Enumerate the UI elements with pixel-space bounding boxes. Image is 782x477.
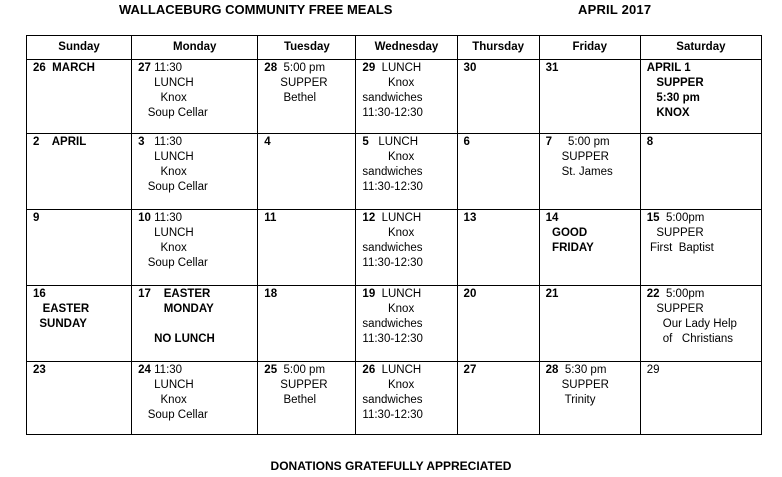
day-entry-line — [362, 76, 456, 91]
day-entry-text: 5:30 pm — [646, 92, 700, 104]
day-entry-detail: LUNCH — [375, 288, 422, 300]
calendar-day-cell — [27, 362, 132, 435]
calendar-day-cell — [539, 134, 640, 210]
day-entry-detail: 5:00pm — [659, 212, 705, 224]
day-entry-text: of Christians — [646, 333, 734, 345]
day-entry-text: 14 — [545, 212, 559, 224]
day-entry-text: Soup Cellar — [138, 181, 208, 193]
day-entry-line — [138, 408, 257, 423]
calendar-day-cell — [457, 210, 539, 286]
day-entry-text: 7 — [545, 136, 553, 148]
day-entry-line — [33, 302, 131, 317]
calendar-day-cell — [132, 210, 258, 286]
day-entry-line — [362, 241, 456, 256]
day-entry-line — [647, 332, 761, 347]
day-entry-line — [464, 135, 539, 150]
day-entry-text: Knox — [138, 166, 187, 178]
day-entry-line — [647, 287, 761, 302]
day-entry-line — [138, 165, 257, 180]
day-entry-line — [264, 135, 355, 150]
day-entry-detail: LUNCH — [375, 62, 422, 74]
day-entry-line — [647, 211, 761, 226]
weekday-header-row — [27, 36, 762, 60]
calendar-day-cell — [539, 210, 640, 286]
day-entry-line — [546, 135, 640, 150]
day-entry-line — [138, 378, 257, 393]
weekday-header: Wednesday — [356, 36, 457, 60]
calendar-day-cell — [539, 60, 640, 134]
day-entry-text: SUPPER — [264, 77, 328, 89]
day-entry-text: 27 — [138, 62, 151, 74]
day-entry-text: NO LUNCH — [138, 333, 215, 345]
calendar-week-row — [27, 210, 762, 286]
day-entry-text: 23 — [33, 364, 46, 376]
day-entry-text: Soup Cellar — [138, 107, 208, 119]
day-entry-text: Knox — [138, 242, 187, 254]
calendar-week-row — [27, 60, 762, 134]
day-entry-line — [546, 378, 640, 393]
day-entry-line — [33, 61, 131, 76]
calendar-day-cell — [132, 134, 258, 210]
calendar-day-cell — [258, 362, 356, 435]
calendar-day-cell — [457, 134, 539, 210]
day-entry-line — [138, 135, 257, 150]
calendar-day-cell — [640, 362, 761, 435]
day-entry-line — [138, 287, 257, 302]
weekday-header: Tuesday — [258, 36, 356, 60]
day-entry-line — [647, 76, 761, 91]
day-entry-line — [362, 91, 456, 106]
day-entry-line — [138, 256, 257, 271]
day-entry-line — [362, 332, 456, 347]
day-entry-line — [33, 363, 131, 378]
day-entry-text: 17 EASTER — [138, 288, 211, 300]
day-entry-text: Knox — [362, 379, 415, 391]
day-entry-line — [138, 302, 257, 317]
day-entry-line — [546, 287, 640, 302]
calendar-day-cell — [356, 210, 457, 286]
day-entry-text: LUNCH — [138, 77, 194, 89]
day-entry-text: 20 — [463, 288, 477, 300]
day-entry-detail: 5:00pm — [659, 288, 705, 300]
day-entry-line — [362, 393, 456, 408]
day-entry-text: Soup Cellar — [138, 257, 208, 269]
day-entry-line — [362, 226, 456, 241]
calendar-day-cell — [356, 362, 457, 435]
day-entry-line — [33, 317, 131, 332]
day-entry-text: 4 — [264, 136, 271, 148]
day-entry-text: sandwiches — [362, 318, 423, 330]
calendar-day-cell — [27, 286, 132, 362]
day-entry-text: 25 — [264, 364, 278, 376]
day-entry-line — [138, 211, 257, 226]
day-entry-text: sandwiches — [362, 394, 423, 406]
day-entry-text: 10 — [138, 212, 151, 224]
day-entry-line — [647, 363, 761, 378]
weekday-header: Monday — [132, 36, 258, 60]
day-entry-text: Knox — [138, 92, 187, 104]
day-entry-line — [33, 135, 131, 150]
day-entry-text: 28 — [264, 62, 278, 74]
day-entry-line — [464, 363, 539, 378]
day-entry-line — [362, 180, 456, 195]
calendar-day-cell — [356, 60, 457, 134]
day-entry-text: 19 — [362, 288, 376, 300]
day-entry-line — [33, 287, 131, 302]
day-entry-line — [464, 287, 539, 302]
day-entry-text: FRIDAY — [545, 242, 594, 254]
day-entry-line — [647, 317, 761, 332]
day-entry-text: LUNCH — [138, 227, 194, 239]
day-entry-line — [138, 226, 257, 241]
day-entry-detail: 11:30 — [150, 62, 183, 74]
day-entry-detail: 5:00 pm — [552, 136, 610, 148]
day-entry-detail: 5:30 pm — [558, 364, 607, 376]
calendar-day-cell — [640, 134, 761, 210]
day-entry-text: 11 — [264, 212, 277, 224]
calendar-day-cell — [457, 286, 539, 362]
day-entry-text: 29 — [362, 62, 376, 74]
calendar-day-cell — [356, 134, 457, 210]
day-entry-line — [362, 363, 456, 378]
day-entry-text: 8 — [646, 136, 654, 148]
day-entry-line — [138, 150, 257, 165]
day-entry-text: Knox — [362, 303, 415, 315]
day-entry-text: Bethel — [264, 394, 317, 406]
day-entry-line — [362, 287, 456, 302]
day-entry-text: 9 — [33, 212, 40, 224]
calendar-day-cell — [132, 286, 258, 362]
calendar-day-cell — [27, 210, 132, 286]
day-entry-text: 11:30-12:30 — [362, 333, 423, 345]
day-entry-text: Our Lady Help — [646, 318, 737, 330]
day-entry-line — [546, 165, 640, 180]
day-entry-text: MONDAY — [138, 303, 214, 315]
day-entry-line — [264, 91, 355, 106]
day-entry-line — [362, 378, 456, 393]
day-entry-line — [546, 393, 640, 408]
day-entry-line — [647, 241, 761, 256]
day-entry-line — [138, 363, 257, 378]
day-entry-line — [264, 393, 355, 408]
day-entry-text: Trinity — [545, 394, 596, 406]
day-entry-text: Knox — [138, 394, 187, 406]
day-entry-line — [138, 91, 257, 106]
day-entry-line — [647, 135, 761, 150]
day-entry-text: 2 APRIL — [33, 136, 87, 148]
day-entry-detail: 11:30 — [150, 212, 183, 224]
day-entry-text: 22 — [646, 288, 660, 300]
day-entry-text: 31 — [545, 62, 559, 74]
day-entry-line — [264, 211, 355, 226]
day-entry-detail: 5:00 pm — [277, 62, 326, 74]
day-entry-line — [546, 211, 640, 226]
day-entry-line — [138, 76, 257, 91]
day-entry-text: Knox — [362, 151, 415, 163]
day-entry-text: 24 — [138, 364, 151, 376]
calendar-day-cell — [457, 60, 539, 134]
calendar-day-cell — [132, 362, 258, 435]
day-entry-line — [546, 226, 640, 241]
day-entry-detail: LUNCH — [375, 212, 422, 224]
day-entry-detail: LUNCH — [368, 136, 419, 148]
day-entry-detail: 11:30 — [144, 136, 183, 148]
day-entry-text: 26 — [362, 364, 376, 376]
day-entry-text: SUPPER — [646, 227, 704, 239]
day-entry-text: sandwiches — [362, 242, 423, 254]
day-entry-line — [138, 180, 257, 195]
day-entry-text: 21 — [545, 288, 559, 300]
day-entry-text: Knox — [362, 77, 415, 89]
day-entry-text: SUPPER — [264, 379, 328, 391]
day-entry-line — [264, 76, 355, 91]
calendar-day-cell — [356, 286, 457, 362]
day-entry-text: 28 — [545, 364, 559, 376]
day-entry-line — [264, 378, 355, 393]
day-entry-text: Bethel — [264, 92, 317, 104]
day-entry-text: SUPPER — [646, 303, 704, 315]
day-entry-line — [647, 302, 761, 317]
day-entry-line — [362, 106, 456, 121]
weekday-header: Thursday — [457, 36, 539, 60]
day-entry-text: 11:30-12:30 — [362, 257, 423, 269]
day-entry-text: SUNDAY — [33, 318, 87, 330]
day-entry-line — [138, 317, 257, 332]
day-entry-text: 12 — [362, 212, 376, 224]
day-entry-line — [647, 106, 761, 121]
day-entry-text: 15 — [646, 212, 660, 224]
day-entry-line — [362, 150, 456, 165]
day-entry-line — [264, 61, 355, 76]
day-entry-line — [138, 241, 257, 256]
calendar-title: WALLACEBURG COMMUNITY FREE MEALS — [119, 2, 393, 17]
day-entry-text: SUPPER — [545, 151, 609, 163]
calendar-day-cell — [258, 134, 356, 210]
calendar-day-cell — [27, 60, 132, 134]
calendar-day-cell — [640, 286, 761, 362]
day-entry-text: 11:30-12:30 — [362, 409, 423, 421]
day-entry-line — [362, 317, 456, 332]
day-entry-line — [264, 363, 355, 378]
day-entry-line — [647, 226, 761, 241]
day-entry-line — [264, 287, 355, 302]
weekday-header: Sunday — [27, 36, 132, 60]
calendar-week-row — [27, 286, 762, 362]
day-entry-line — [647, 91, 761, 106]
calendar-body — [27, 60, 762, 435]
day-entry-text: KNOX — [646, 107, 690, 119]
day-entry-line — [546, 241, 640, 256]
day-entry-line — [546, 150, 640, 165]
day-entry-detail: 11:30 — [150, 364, 183, 376]
day-entry-text: GOOD — [545, 227, 588, 239]
donations-footer: DONATIONS GRATEFULLY APPRECIATED — [270, 459, 512, 473]
day-entry-text: sandwiches — [362, 92, 423, 104]
day-entry-line — [33, 211, 131, 226]
calendar-week-row — [27, 134, 762, 210]
weekday-header: Saturday — [640, 36, 761, 60]
day-entry-line — [362, 61, 456, 76]
calendar-day-cell — [539, 286, 640, 362]
day-entry-text: Soup Cellar — [138, 409, 208, 421]
day-entry-text: SUPPER — [646, 77, 704, 89]
day-entry-text: 3 — [138, 136, 145, 148]
day-entry-text: LUNCH — [138, 151, 194, 163]
day-entry-line — [464, 211, 539, 226]
calendar-day-cell — [258, 210, 356, 286]
calendar-day-cell — [258, 286, 356, 362]
day-entry-line — [362, 302, 456, 317]
day-entry-line — [362, 135, 456, 150]
day-entry-text: Knox — [362, 227, 415, 239]
day-entry-text: 16 — [33, 288, 46, 300]
day-entry-text: 30 — [463, 62, 477, 74]
day-entry-text: 26 MARCH — [33, 62, 95, 74]
day-entry-line — [362, 165, 456, 180]
day-entry-text — [138, 318, 141, 330]
calendar-day-cell — [457, 362, 539, 435]
day-entry-text: 13 — [463, 212, 477, 224]
day-entry-line — [138, 106, 257, 121]
calendar-day-cell — [640, 210, 761, 286]
day-entry-line — [647, 61, 761, 76]
day-entry-text: LUNCH — [138, 379, 194, 391]
day-entry-line — [362, 211, 456, 226]
day-entry-text: 5 — [362, 136, 369, 148]
day-entry-line — [464, 61, 539, 76]
day-entry-detail: 5:00 pm — [277, 364, 326, 376]
day-entry-detail: LUNCH — [375, 364, 422, 376]
day-entry-text: SUPPER — [545, 379, 609, 391]
day-entry-line — [138, 61, 257, 76]
day-entry-text: 27 — [463, 364, 477, 376]
calendar-day-cell — [640, 60, 761, 134]
day-entry-line — [362, 256, 456, 271]
calendar-week-row — [27, 362, 762, 435]
day-entry-line — [362, 408, 456, 423]
calendar-day-cell — [132, 60, 258, 134]
day-entry-text: 11:30-12:30 — [362, 181, 423, 193]
day-entry-text: 6 — [463, 136, 470, 148]
day-entry-text: 29 — [646, 364, 660, 376]
calendar-day-cell — [27, 134, 132, 210]
calendar-day-cell — [258, 60, 356, 134]
day-entry-line — [546, 363, 640, 378]
calendar-day-cell — [539, 362, 640, 435]
day-entry-line — [546, 61, 640, 76]
day-entry-text: 11:30-12:30 — [362, 107, 423, 119]
day-entry-line — [138, 393, 257, 408]
day-entry-text: First Baptist — [646, 242, 714, 254]
weekday-header: Friday — [539, 36, 640, 60]
day-entry-text: 18 — [264, 288, 278, 300]
calendar-month: APRIL 2017 — [578, 2, 652, 17]
day-entry-line — [138, 332, 257, 347]
day-entry-text: EASTER — [33, 303, 90, 315]
day-entry-text: St. James — [545, 166, 613, 178]
day-entry-text: APRIL 1 — [646, 62, 691, 74]
day-entry-text: sandwiches — [362, 166, 423, 178]
calendar-table — [26, 35, 762, 435]
